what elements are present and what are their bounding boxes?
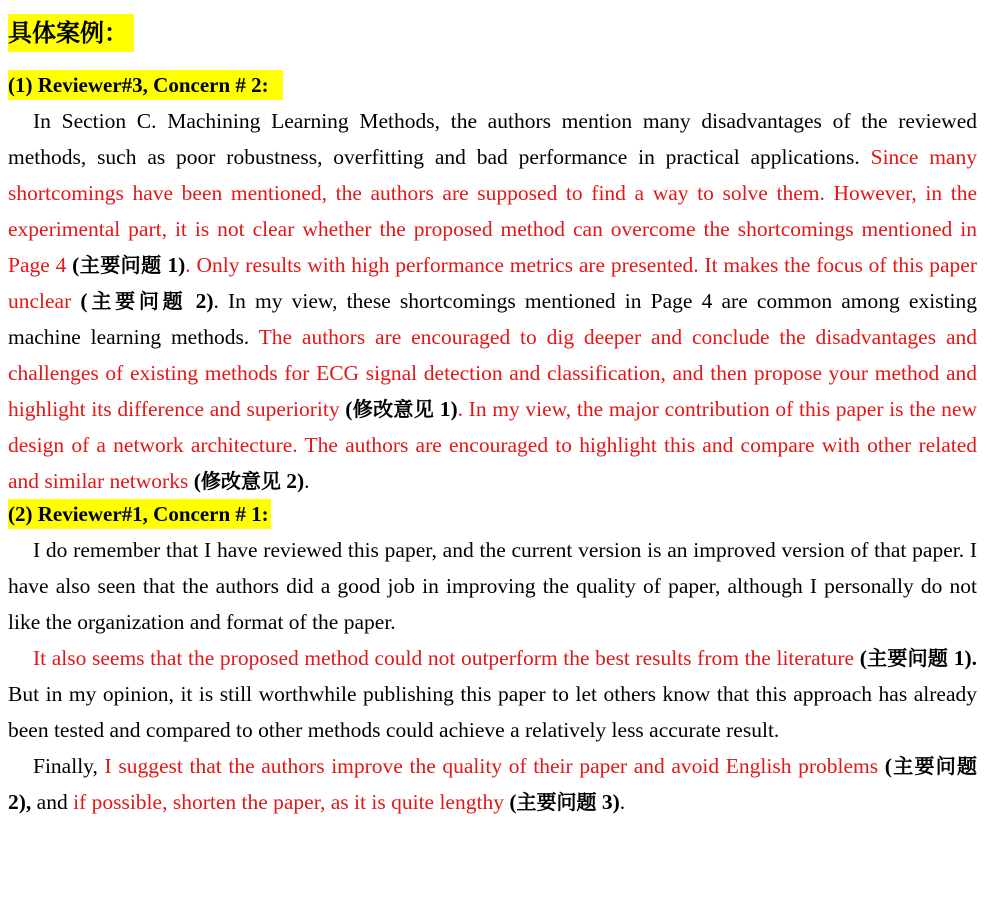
tag-major-2: (主要问题 2), (8, 754, 978, 814)
red-text: The authors are encouraged to dig deeper and conclude the disadvantages and challenges of existing methods for ECG signal detection and classification, and then propose your method and highlight its difference and superiority (8, 325, 977, 421)
plain-text: But in my opinion, it is still worthwhile publishing this paper to let others know that this approach has already been tested and compared to other methods could achieve a relatively less accurate result. (8, 682, 977, 742)
red-text: I suggest that the authors improve the quality of their paper and avoid English problems (104, 754, 879, 778)
section-2 (8, 499, 977, 820)
concern-title-2: (2) Reviewer#1, Concern # 1: (8, 499, 271, 529)
plain-text: . (304, 469, 310, 493)
paragraph-reviewer3 (8, 103, 977, 499)
paragraph-reviewer1-finally (8, 748, 977, 820)
paragraph-reviewer1-outperform (8, 640, 977, 748)
tag-major-3: (主要问题 3) (503, 790, 620, 814)
page-heading: 具体案例： (8, 14, 134, 52)
section-1 (8, 70, 977, 499)
tag-revision-2: (修改意见 2) (188, 469, 305, 493)
plain-text: . (619, 790, 626, 814)
red-text: if possible, shorten the paper, as it is quite lengthy (73, 790, 504, 814)
red-text: Since many shortcomings have been mentioned, the authors are supposed to find a way to solve them. However, in the experimental part, it is not clear whether the proposed method can overcome the shortcomings mentioned in Page 4 (8, 145, 977, 277)
tag-major-1: (主要问题 1) (66, 253, 186, 277)
paragraph-reviewer1-intro: I do remember that I have reviewed this paper, and the current version is an improved version of that paper. I have also seen that the authors did a good job in improving the quality of paper, although I personally do not like the organization and format of the paper. (8, 538, 977, 634)
red-text: . In my view, the major contribution of this paper is the new design of a network architecture. The authors are encouraged to highlight this and compare with other related and similar networks (8, 397, 977, 493)
red-text: It also seems that the proposed method could not outperform the best results from the literature (33, 646, 855, 670)
plain-text: . In my view, these shortcomings mentioned in Page 4 are common among existing machine learning methods. (8, 289, 977, 349)
tag-major-2: (主要问题 2) (71, 289, 214, 313)
plain-text: and (31, 790, 74, 814)
tag-major-1: (主要问题 1). (854, 646, 977, 670)
document-page (8, 14, 977, 820)
concern-title-1: (1) Reviewer#3, Concern # 2: (8, 70, 283, 100)
red-text: . Only results with high performance metrics are presented. It makes the focus of this paper unclear (8, 253, 977, 313)
plain-text: In Section C. Machining Learning Methods, the authors mention many disadvantages of the reviewed methods, such as poor robustness, overfitting and bad performance in practical applications. (8, 109, 977, 169)
tag-revision-1: (修改意见 1) (339, 397, 458, 421)
plain-text: Finally, (33, 754, 105, 778)
